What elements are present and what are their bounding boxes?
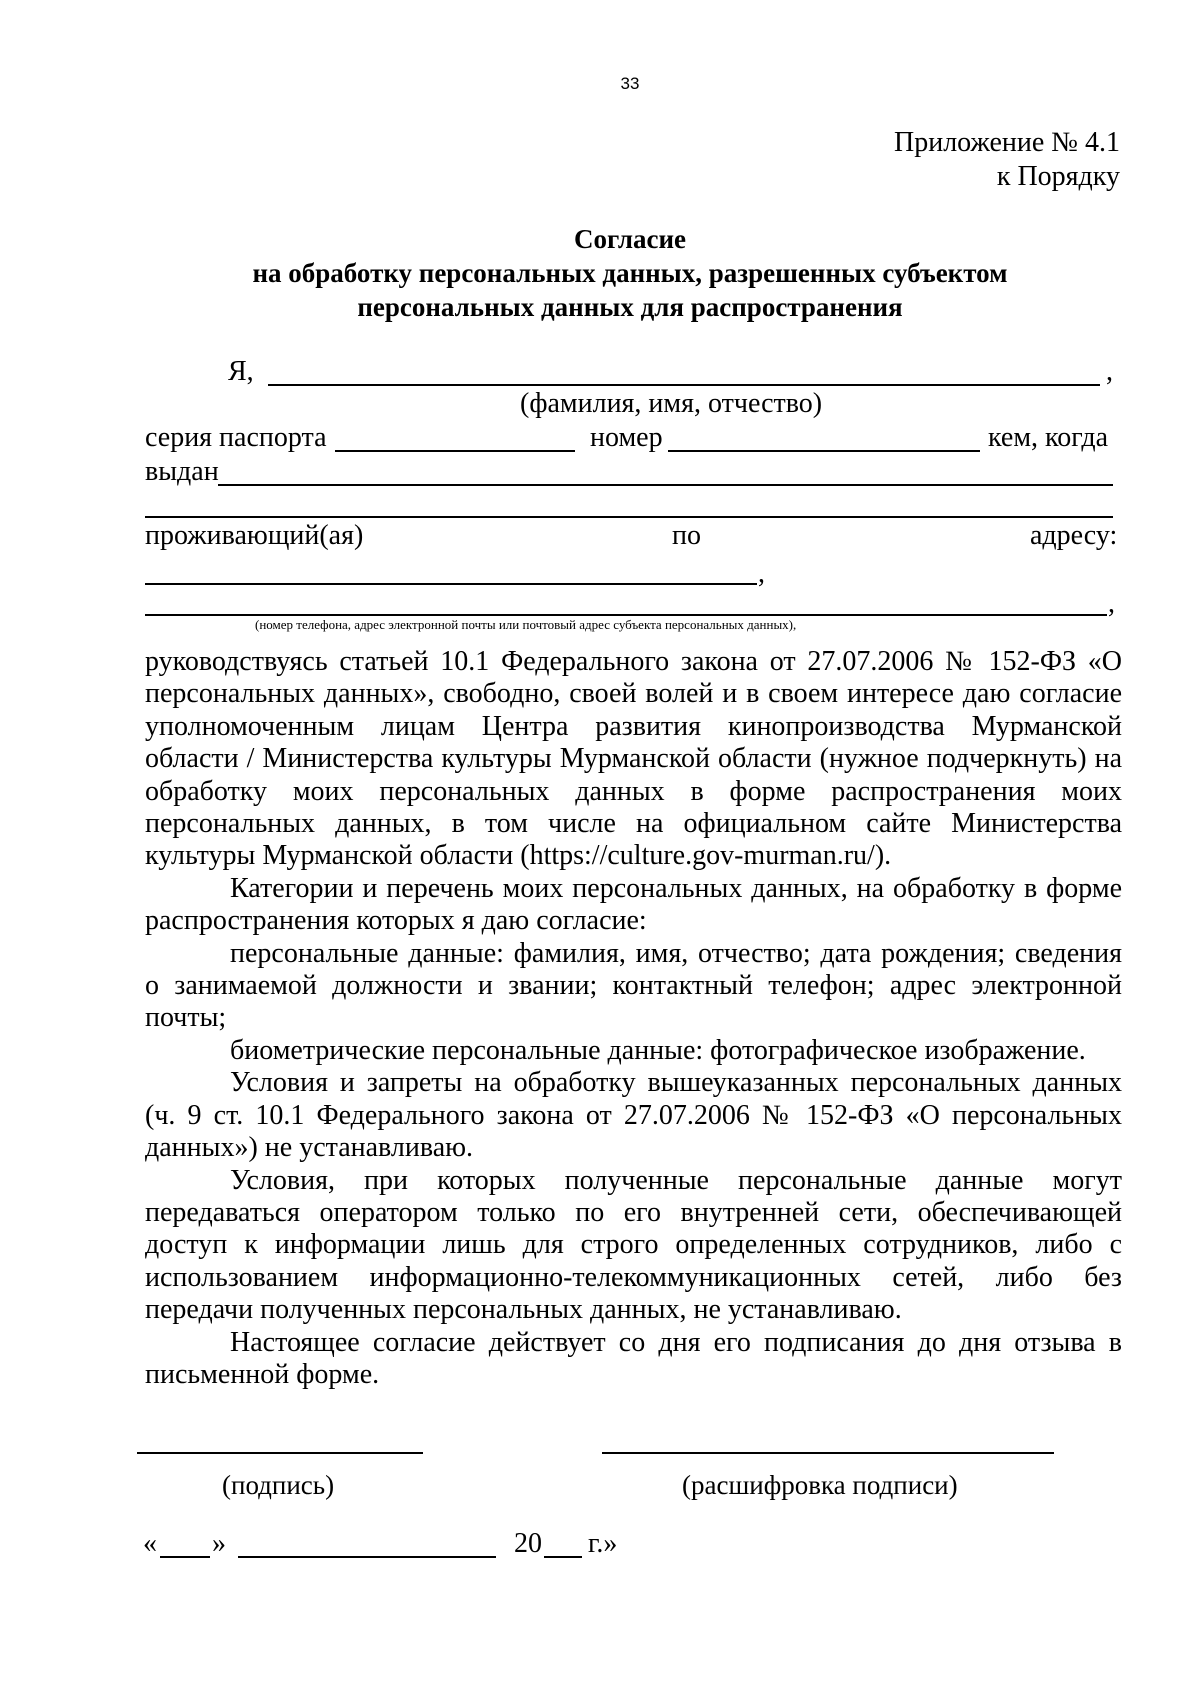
paragraph-validity: Настоящее согласие действует со дня его подписания до дня отзыва в письменной форме.: [145, 1326, 1122, 1390]
residing-label: проживающий(ая): [145, 520, 364, 551]
signature-label: (подпись): [222, 1470, 335, 1500]
consent-body: [145, 646, 1122, 1391]
po-label: по: [672, 520, 701, 551]
passport-number-field-line[interactable]: [668, 450, 980, 452]
date-year-prefix: 20: [514, 1528, 542, 1559]
document-title: [0, 222, 1200, 324]
date-year-suffix: г.»: [588, 1528, 618, 1559]
passport-series-label: серия паспорта: [145, 422, 327, 453]
contact-field-line[interactable]: [145, 614, 1107, 616]
signature-line[interactable]: [137, 1452, 423, 1454]
appendix-line-2: к Порядку: [996, 161, 1120, 192]
date-quote-open: «: [143, 1528, 157, 1559]
appendix-header: [894, 126, 1120, 194]
paragraph-restrictions: Условия и запреты на обработку вышеуказанных персональных данных (ч. 9 ст. 10.1 Федерального закона от 27.07.2006 № 152-ФЗ «О персональных данных») не устанавливаю.: [145, 1067, 1122, 1164]
paragraph-biometric: биометрические персональные данные: фотографическое изображение.: [230, 1034, 1086, 1066]
fio-comma: ,: [1106, 356, 1113, 387]
issued-field-line[interactable]: [218, 484, 1113, 486]
date-day-line[interactable]: [160, 1556, 210, 1558]
title-line-3: персональных данных для распространения: [357, 292, 903, 322]
paragraph-categories: Категории и перечень моих персональных данных, на обработку в форме распространения которых я даю согласие:: [145, 872, 1122, 937]
passport-series-field-line[interactable]: [335, 450, 575, 452]
paragraph-personal-data: персональные данные: фамилия, имя, отчество; дата рождения; сведения о занимаемой должности и звании; контактный телефон; адрес электронной почты;: [145, 937, 1122, 1034]
issued-by-when-label: кем, когда: [988, 422, 1108, 453]
fio-hint: (фамилия, имя, отчество): [520, 388, 823, 419]
date-year-line[interactable]: [544, 1556, 582, 1558]
contact-hint: (номер телефона, адрес электронной почты или почтовый адрес субъекта персональных данных),: [255, 617, 797, 632]
title-line-1: Согласие: [573, 224, 687, 254]
page-number: 33: [620, 74, 640, 93]
paragraph-conditions: Условия, при которых полученные персональные данные могут передаваться оператором только по его внутренней сети, обеспечивающей доступ к информации лишь для строго определенных сотрудников, либо с использованием информационно-телекоммуникационных сетей, либо без передачи полученных персональных данных, не устанавливаю.: [145, 1164, 1122, 1326]
signature-decode-line[interactable]: [602, 1452, 1054, 1454]
date-quote-close: »: [212, 1528, 226, 1559]
issued-label: выдан: [145, 456, 219, 487]
address-field-line[interactable]: [145, 583, 757, 585]
address-label: адресу:: [1030, 520, 1118, 551]
paragraph-main: руководствуясь статьей 10.1 Федерального закона от 27.07.2006 № 152-ФЗ «О персональных данных», свободно, своей волей и в своем интересе даю согласие уполномоченным лицам Центра развития кинопроизводства Мурманской области / Министерства культуры Мурманской области (нужное подчеркнуть) на обработку моих персональных данных в форме распространения моих персональных данных, в том числе на официальном сайте Министерства культуры Мурманской области (https://culture.gov-murman.ru/).: [145, 646, 1122, 872]
title-line-2: на обработку персональных данных, разрешенных субъектом: [252, 258, 1008, 288]
date-month-line[interactable]: [238, 1556, 496, 1558]
passport-number-label: номер: [590, 422, 663, 453]
issued-field-line-2[interactable]: [145, 516, 1113, 518]
address-comma: ,: [758, 558, 765, 589]
appendix-line-1: Приложение № 4.1: [894, 127, 1120, 158]
contact-comma: ,: [1108, 588, 1115, 619]
signature-decode-label: (расшифровка подписи): [682, 1470, 958, 1500]
i-prefix: Я,: [228, 356, 254, 387]
fio-field-line[interactable]: [268, 384, 1100, 386]
